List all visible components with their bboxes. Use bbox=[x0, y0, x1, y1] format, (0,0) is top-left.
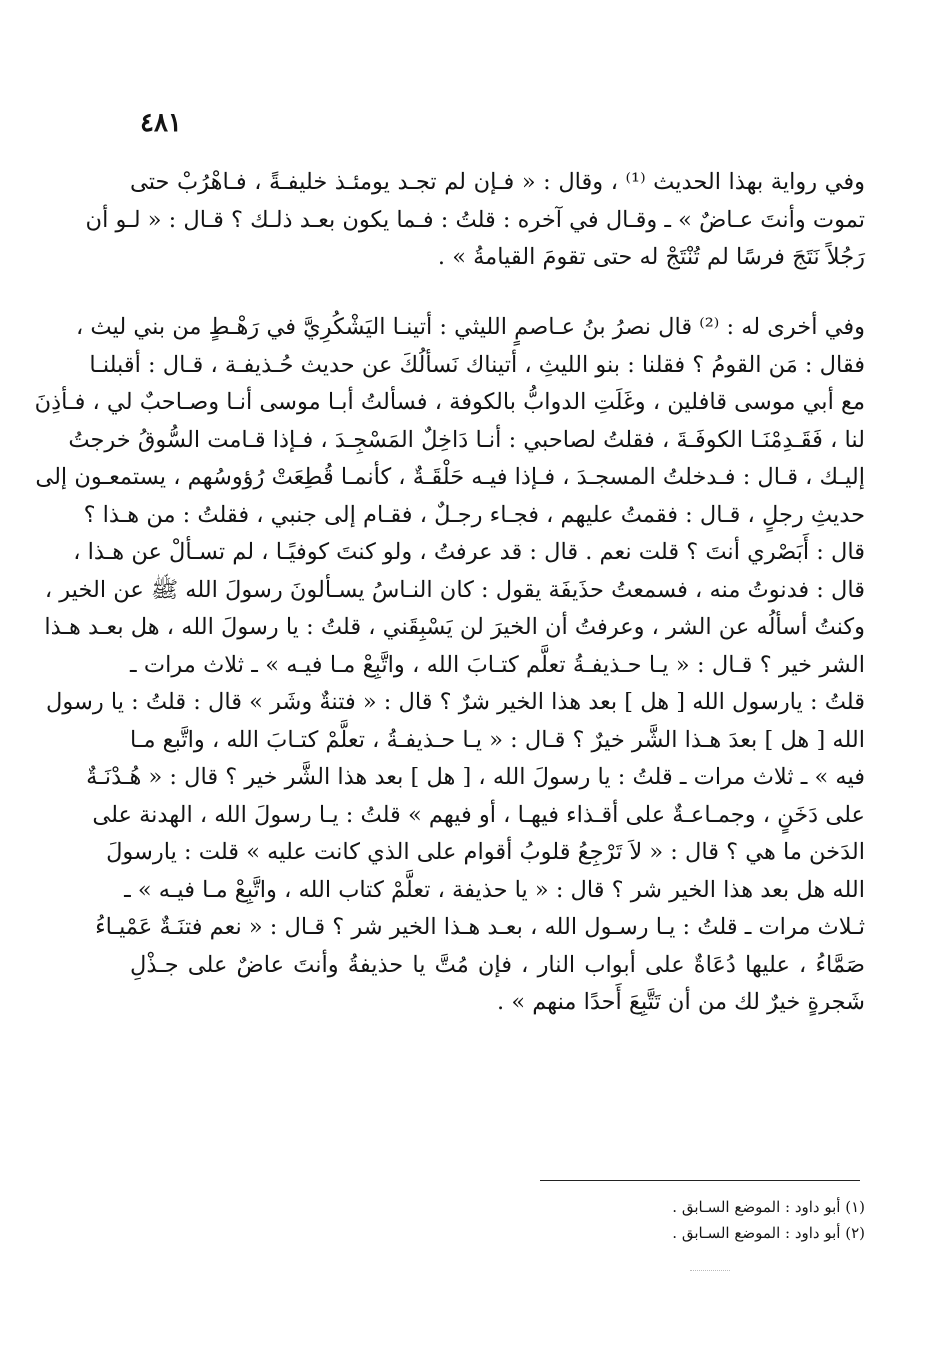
scan-speck bbox=[690, 1270, 730, 1271]
text-line: حديثِ رجلٍ ، قـال : فقمتُ عليهم ، فجـاء رجـلٌ ، فقـام إلى جنبي ، فقلتُ : من هـذا ؟ bbox=[83, 501, 865, 528]
text-line: لنا ، فَقَـدِمْنَـا الكوفَـةَ ، فقلتُ لصاحبي : أنـا دَاخِلٌ المَسْجِـدَ ، فـإذا قـامت السُّوقُ خرجتُ bbox=[68, 426, 865, 453]
text-line: فيه » ـ ثلاث مرات ـ قلتُ : يا رسولَ الله ، [ هل ] بعد هذا الشَّر خير ؟ قال : « هُـدْنَـةٌ bbox=[86, 764, 865, 790]
text-line: الله هل بعد هذا الخير شر ؟ قال : « يا حذيفة ، تعلَّمْ كتاب الله ، واتَّبِعْ مـا فيـه » ـ bbox=[124, 876, 865, 903]
paragraph-2 bbox=[34, 309, 865, 1022]
text-line: على دَخَنٍ ، وجمـاعـةٌ على أقـذاء فيهـا ، أو فيهم » قلتُ : يـا رسولَ الله ، الهدنة على bbox=[92, 801, 865, 828]
text-line: صَمَّاءُ ، عليها دُعَاةٌ على أبواب النار ، فإن مُتَّ يا حذيفةُ وأنتَ عاضٌ على جـذْلِ bbox=[130, 951, 865, 978]
text-line: شَجرةٍ خيرٌ لك من أن تَتَّبِعَ أَحدًا منهم » . bbox=[497, 989, 865, 1015]
text-line: قلتُ : يارسول الله [ هل ] بعد هذا الخير شرٌ ؟ قال : « فتنةٌ وشَر » قال : قلتُ : يا رسول bbox=[46, 689, 865, 715]
footnote-separator bbox=[540, 1180, 860, 1181]
text-line: الشر خير ؟ قـال : « يـا حـذيفـةُ تعلَّم كتـابَ الله ، واتَّبِعْ مـا فيـه » ـ ثلاث مرات ـ bbox=[130, 651, 865, 678]
footnotes bbox=[430, 1194, 865, 1246]
footnote: (٢) أبو داود : الموضع السـابق . bbox=[672, 1224, 865, 1242]
paragraph-1 bbox=[85, 164, 865, 277]
text-line: الله [ هل ] بعدَ هـذا الشَّر خيرٌ ؟ قـال : « يـا حـذيفـةُ ، تعلَّمْ كتـابَ الله ، واتَّبع مـا bbox=[130, 726, 865, 753]
text-line: ثـلاث مرات ـ قلتُ : يـا رسـول الله ، بعـد هـذا الخير شر ؟ قـال : « نعم فتنَـةٌ عَمْيـاءُ bbox=[95, 914, 865, 940]
text-line: قال : فدنوتُ منه ، فسمعتُ حذَيفَة يقول : كان النـاسُ يسـألونَ رسولَ الله ﷺ عن الخير ، bbox=[44, 576, 865, 603]
page-number: ٤٨١ bbox=[140, 108, 182, 138]
text-line: تموت وأنتَ عـاضٌ » ـ وقـال في آخره : قلتُ : فـما يكون بعـد ذلـك ؟ قـال : « لـو أن bbox=[85, 206, 865, 233]
text-line: مع أبي موسى قافلين ، وغَلَتِ الدوابُّ بالكوفة ، فسألتُ أبـا موسى أنـا وصـاحبٌ لي ، فـأذِنَ bbox=[34, 389, 865, 415]
text-line: الدَخن ما هي ؟ قال : « لاَ تَرْجِعُ قلوبُ أقوام على الذي كانت عليه » قلت : يارسولَ bbox=[106, 839, 865, 865]
text-line: قال : أَبَصْري أنتَ ؟ قلت نعم . قال : قد عرفتُ ، ولو كنتَ كوفيًـا ، لم تسـألْ عن هـذا ، bbox=[73, 539, 865, 565]
text-line: وكنتُ أسألُه عن الشر ، وعرفتُ أن الخيرَ لن يَسْبِقَني ، قلتُ : يا رسولَ الله ، هل بعـد هـذا bbox=[44, 614, 865, 640]
text-line: فقال : مَن القومُ ؟ فقلنا : بنو الليثِ ، أتيناك نَسألُكَ عن حديث حُـذيفـة ، قـال : أقبلنـا bbox=[89, 351, 865, 378]
text-line: إليـك ، قـال : فـدخلتُ المسجـدَ ، فـإذا فيـه حَلْقَـةٌ ، كأنمـا قُطِعَتْ رُؤوسُهم ، يستمعـون إلى bbox=[35, 464, 865, 490]
footnote: (١) أبو داود : الموضع السـابق . bbox=[672, 1198, 865, 1216]
text-line: وفي رواية بهذا الحديث ⁽¹⁾ ، وقال : « فـإن لم تجـد يومئـذ خليفـةً ، فـاهْرُبْ حتى bbox=[130, 169, 865, 195]
text-line: وفي أخرى له : ⁽²⁾ قال نصرُ بنُ عـاصمٍ الليثي : أتينـا اليَشْكُرِيَّ في رَهْـطٍ من بني ليث ، bbox=[76, 314, 865, 340]
text-line: رَجُلاً نَتَجَ فرسًا لم تُنْتَجْ له حتى تقومَ القيامةُ » . bbox=[437, 244, 865, 270]
